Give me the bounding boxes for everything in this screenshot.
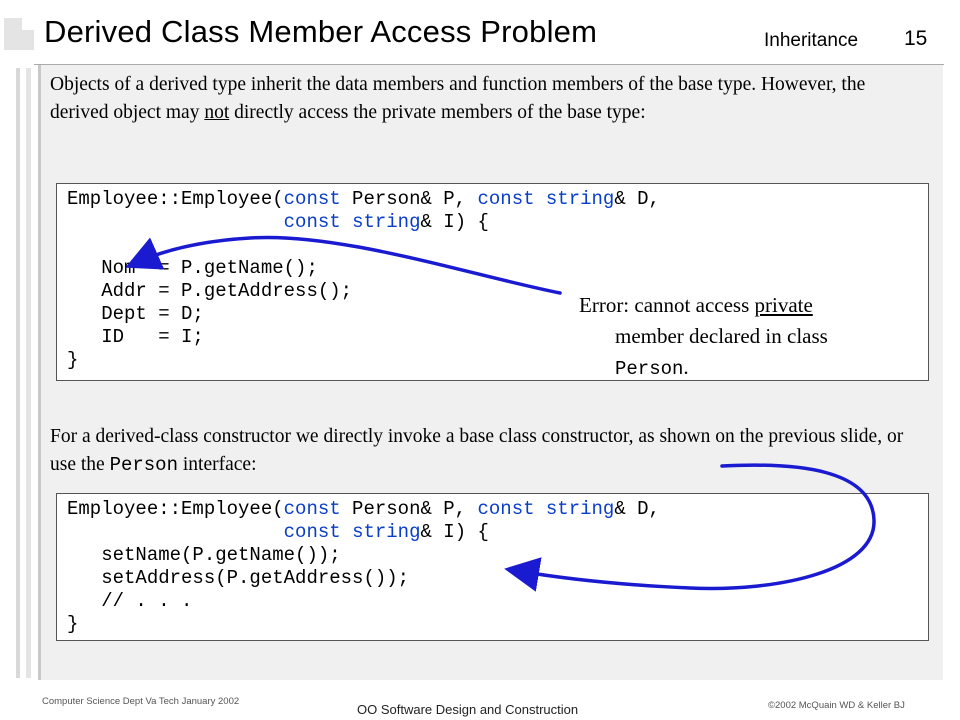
code-keyword: string xyxy=(545,188,615,210)
code-keyword: const xyxy=(283,211,341,233)
code-keyword: const xyxy=(477,188,535,210)
code-token: Nom = P.getName(); xyxy=(67,257,318,279)
inline-code: Person xyxy=(109,454,178,476)
error-line-2: member declared in class xyxy=(615,324,828,348)
code-token: ID = I; xyxy=(67,326,204,348)
footer-title: OO Software Design and Construction xyxy=(357,702,579,717)
section-label: Inheritance xyxy=(764,30,859,51)
code-token: setAddress(P.getAddress()); xyxy=(67,567,410,589)
slide-title: Derived Class Member Access Problem xyxy=(44,14,598,49)
code-token: setName(P.getName()); xyxy=(67,544,341,566)
arrow-person-interface-to-code xyxy=(518,465,874,588)
code-token: } xyxy=(67,349,79,371)
arrow-error-to-nom xyxy=(138,237,560,293)
code-token: Addr = P.getAddress(); xyxy=(67,280,353,302)
code-token: & I) { xyxy=(420,521,489,543)
code-token: } xyxy=(67,613,79,635)
code-token: Person& P, xyxy=(340,498,478,520)
code-keyword: string xyxy=(545,498,615,520)
code-keyword: const xyxy=(283,188,341,210)
footer-copyright: ©2002 McQuain WD & Keller BJ xyxy=(768,700,905,711)
page-number: 15 xyxy=(904,27,928,50)
code-keyword: const xyxy=(283,521,341,543)
interface-text-end: interface: xyxy=(178,454,257,475)
code-token: & I) { xyxy=(420,211,489,233)
code-token: Person& P, xyxy=(340,188,478,210)
intro-emphasis: not xyxy=(204,102,230,123)
code-token: & D, xyxy=(614,498,660,520)
code-token: Employee::Employee( xyxy=(67,498,284,520)
code-token: & D, xyxy=(614,188,660,210)
intro-text: Objects of a derived type inherit the data members and function members of the base type. However, the derived object may xyxy=(50,74,866,123)
error-line-1: Error: cannot access private xyxy=(579,293,813,317)
footer-course: Computer Science Dept Va Tech January 2002 xyxy=(42,696,240,707)
code-token: Employee::Employee( xyxy=(67,188,284,210)
error-line-3: Person. xyxy=(615,355,689,380)
code-token: Dept = D; xyxy=(67,303,204,325)
code-keyword: const xyxy=(477,498,535,520)
intro-text-end: directly access the private members of the base type: xyxy=(229,102,646,123)
code-keyword: string xyxy=(352,211,421,233)
code-keyword: const xyxy=(283,498,341,520)
code-keyword: string xyxy=(352,521,421,543)
interface-text: For a derived-class constructor we directly invoke a base class constructor, as shown on the previous slide, or use the xyxy=(50,426,904,475)
code-token: // . . . xyxy=(67,590,193,612)
